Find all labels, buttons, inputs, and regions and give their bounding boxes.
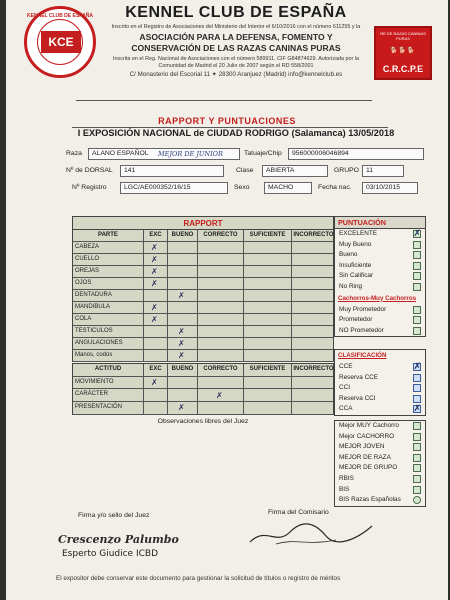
actitud-col-4: SUFICIENTE (243, 364, 291, 376)
rapport-cell[interactable] (243, 254, 291, 265)
rapport-title: RAPPORT Y PUNTUACIONES (158, 116, 296, 126)
rapport-cell[interactable] (243, 350, 291, 361)
option-insuficiente[interactable] (335, 261, 425, 272)
checkbox[interactable] (413, 241, 421, 249)
dorsal-label: Nº de DORSAL (66, 167, 113, 174)
raza-value: ALANO ESPAÑOL (92, 150, 149, 157)
actitud-cell[interactable] (291, 402, 335, 414)
rapport-cell[interactable] (167, 314, 197, 325)
chip-field[interactable] (288, 148, 424, 160)
rapport-cell[interactable] (291, 350, 335, 361)
exhibition-title: I EXPOSICIÓN NACIONAL de CIUDAD RODRIGO (Salamanca) 13/05/2018 (77, 128, 395, 138)
rapport-cell[interactable] (291, 314, 335, 325)
option-excelente[interactable] (335, 229, 425, 240)
check-mark-icon: ✗ (178, 339, 185, 348)
option-label: Bueno (339, 251, 358, 259)
checkbox[interactable] (413, 422, 421, 430)
option-label: Insuficiente (339, 261, 372, 269)
option-label: Muy Prometedor (339, 305, 387, 313)
crcpe-logo-top: RE DE RAZAS CANINAS PURAS (380, 31, 426, 41)
actitud-row (73, 402, 333, 415)
kce-logo-ring-text: KENNEL CLUB DE ESPAÑA (27, 13, 93, 19)
check-mark-icon: ✗ (151, 303, 158, 312)
checkbox[interactable] (413, 395, 421, 403)
option-label: RBIS (339, 474, 354, 482)
rapport-row-label: Manos, codos (75, 352, 113, 358)
option-label: BIS (339, 485, 350, 493)
option-mejor-de-grupo[interactable] (335, 463, 425, 474)
actitud-cell[interactable] (143, 389, 167, 401)
chip-label: Tatuaje/Chip (244, 150, 282, 157)
rapport-row (73, 350, 333, 362)
dogs-icon: 🐕🐕🐕 (390, 48, 416, 54)
check-mark-icon: ✗ (151, 243, 158, 252)
grupo-label: GRUPO (334, 167, 359, 174)
option-mejor-muy-cachorro[interactable] (335, 421, 425, 432)
firma-juez-label: Firma y/o sello del Juez (78, 512, 150, 519)
rapport-cell[interactable] (243, 290, 291, 301)
checkbox[interactable] (413, 443, 421, 451)
rapport-col-5: INCORRECTO (291, 230, 335, 241)
sexo-label: Sexo (234, 184, 250, 191)
option-bueno[interactable] (335, 250, 425, 261)
fecha-label: Fecha nac. (318, 184, 352, 191)
rapport-cell[interactable] (291, 266, 335, 277)
mejor-box (334, 420, 426, 507)
option-cce[interactable] (335, 362, 425, 373)
rapport-row (73, 242, 333, 254)
fecha-field[interactable] (362, 182, 418, 194)
rapport-table-title: RAPPORT (73, 217, 333, 230)
option-muy-prometedor[interactable] (335, 305, 425, 316)
actitud-col-0: ACTITUD (94, 366, 122, 372)
actitud-cell[interactable] (167, 377, 197, 389)
grupo-value: 11 (366, 167, 374, 174)
option-label: No Ring (339, 282, 363, 290)
rapport-cell[interactable] (197, 326, 243, 337)
option-reserva-cce[interactable] (335, 373, 425, 384)
dorsal-field[interactable] (120, 165, 224, 177)
rapport-cell[interactable] (143, 326, 167, 337)
actitud-row-label: MOVIMIENTO (75, 378, 114, 385)
checkbox[interactable] (413, 327, 421, 335)
assoc-line1: ASOCIACIÓN PARA LA DEFENSA, FOMENTO Y (139, 32, 333, 42)
checkbox[interactable] (413, 306, 421, 314)
rapport-cell[interactable] (243, 266, 291, 277)
option-mejor-joven[interactable] (335, 442, 425, 453)
option-label: Mejor CACHORRO (339, 432, 395, 440)
kce-logo (24, 6, 96, 78)
check-mark-icon: ✗ (151, 279, 158, 288)
option-sin-calificar[interactable] (335, 271, 425, 282)
option-prometedor[interactable] (335, 315, 425, 326)
rapport-row-label: MANDIBULA (75, 304, 111, 310)
rapport-row (73, 290, 333, 302)
rapport-cell[interactable] (197, 290, 243, 301)
clasificacion-box (334, 349, 426, 416)
rapport-cell[interactable] (243, 314, 291, 325)
actitud-row-label: PRESENTACIÓN (75, 404, 122, 411)
rapport-cell[interactable] (167, 254, 197, 265)
rapport-cell[interactable] (291, 338, 335, 349)
header-line3: Comunidad de Madrid el 20 Julio de 2007 según el RD 558/2001 (158, 63, 314, 69)
option-label: BIS Razas Españolas (339, 496, 401, 504)
rapport-row (73, 326, 333, 338)
rapport-col-4: SUFICIENTE (243, 230, 291, 241)
rapport-row-label: COLA (75, 316, 92, 322)
option-label: MEJOR JOVEN (339, 443, 385, 451)
option-cca[interactable] (335, 404, 425, 415)
checkbox[interactable] (413, 272, 421, 280)
club-title: KENNEL CLUB DE ESPAÑA (125, 4, 347, 21)
check-mark-icon: ✗ (413, 403, 421, 414)
checkbox[interactable] (413, 433, 421, 441)
chip-value: 956000006046894 (292, 150, 349, 157)
option-bis[interactable] (335, 485, 425, 496)
observaciones-label: Observaciones libres del Juez (157, 418, 249, 425)
checkbox[interactable] (413, 464, 421, 472)
checkbox[interactable] (413, 251, 421, 259)
actitud-cell[interactable] (243, 402, 291, 414)
actitud-cell[interactable] (291, 377, 335, 389)
option-mejor-de-raza[interactable] (335, 453, 425, 464)
actitud-col-5: INCORRECTO (291, 364, 335, 376)
header-line1: Inscrito en el Registro de Asociaciones del Ministerio del Interior el 6/10/2016 con el número 611255 y la (111, 24, 361, 30)
rapport-row (73, 314, 333, 326)
rapport-col-2: BUENO (167, 230, 197, 241)
option-label: NO Prometedor (339, 326, 384, 334)
header-address: C/ Monasterio del Escorial 11 ✦ 28300 Aranjuez (Madrid) info@kennelclub.es (129, 71, 343, 78)
check-mark-icon: ✗ (178, 403, 185, 413)
checkbox[interactable] (413, 496, 421, 504)
check-mark-icon: ✗ (413, 361, 421, 371)
rapport-cell[interactable] (197, 266, 243, 277)
actitud-cell[interactable] (243, 377, 291, 389)
rapport-cell[interactable] (143, 350, 167, 361)
actitud-header-row (73, 364, 333, 377)
option-no-prometedor[interactable] (335, 326, 425, 337)
option-label: Muy Bueno (339, 240, 372, 248)
check-mark-icon: ✗ (151, 255, 158, 264)
sexo-value: MACHO (268, 184, 294, 191)
crcpe-logo-text: C.R.C.P.E (382, 64, 424, 74)
option-label: MEJOR DE RAZA (339, 453, 391, 461)
kce-logo-text: KCE (41, 31, 81, 53)
actitud-cell[interactable] (291, 389, 335, 401)
registro-label: Nº Registro (72, 184, 107, 191)
rapport-row (73, 254, 333, 266)
actitud-col-2: BUENO (167, 364, 197, 376)
checkbox[interactable] (413, 374, 421, 382)
option-rbis[interactable] (335, 474, 425, 485)
raza-handwritten: MEJOR DE JUNIOR (158, 150, 223, 158)
option-cci[interactable] (335, 383, 425, 394)
actitud-row (73, 377, 333, 390)
checkbox[interactable] (413, 475, 421, 483)
actitud-cell[interactable] (167, 389, 197, 401)
actitud-table (72, 363, 334, 415)
rapport-cell[interactable] (291, 278, 335, 289)
checkbox[interactable] (413, 384, 421, 392)
rapport-sheet (6, 0, 448, 600)
rapport-row (73, 338, 333, 350)
option-label: Reserva CCE (339, 373, 379, 381)
checkbox[interactable] (413, 262, 421, 270)
rapport-table (72, 216, 334, 362)
puntuacion-title: PUNTUACIÓN (335, 217, 425, 229)
rapport-cell[interactable] (167, 266, 197, 277)
rapport-cell[interactable] (291, 242, 335, 253)
judge-title: Esperto Giudice ICBD (62, 549, 159, 559)
rapport-row (73, 266, 333, 278)
crcpe-logo (374, 26, 432, 80)
checkbox[interactable] (413, 454, 421, 462)
option-label: CCA (339, 405, 353, 413)
check-mark-icon: ✗ (178, 327, 185, 336)
rapport-cell[interactable] (291, 290, 335, 301)
option-label: Reserva CCI (339, 394, 376, 402)
actitud-cell[interactable] (243, 389, 291, 401)
rapport-cell[interactable] (143, 290, 167, 301)
rapport-cell[interactable] (197, 302, 243, 313)
option-label: MEJOR DE GRUPO (339, 464, 398, 472)
option-label: EXCELENTE (339, 230, 378, 237)
rapport-row-label: OREJAS (75, 268, 100, 274)
registro-value: LGC/AE000352/16/15 (124, 184, 191, 191)
cachorros-title: Cachorros-Muy Cachorros (338, 294, 417, 302)
check-mark-icon: ✗ (178, 351, 185, 360)
rapport-cell[interactable] (291, 254, 335, 265)
option-muy-bueno[interactable] (335, 240, 425, 251)
rapport-cell[interactable] (243, 338, 291, 349)
rapport-cell[interactable] (167, 302, 197, 313)
rapport-row-label: OJOS (75, 280, 92, 286)
check-mark-icon: ✗ (151, 267, 158, 276)
rapport-cell[interactable] (243, 242, 291, 253)
fecha-value: 03/10/2015 (366, 184, 401, 191)
rapport-cell[interactable] (167, 278, 197, 289)
clase-label: Clase (236, 167, 254, 174)
actitud-cell[interactable] (197, 402, 243, 414)
rapport-row-label: ANGULACIONES (75, 340, 123, 346)
judge-name: Crescenzo Palumbo (58, 533, 179, 546)
rapport-cell[interactable] (197, 314, 243, 325)
clasificacion-title: CLASIFICACIÓN (338, 352, 387, 359)
option-bis-razas-espa-olas[interactable] (335, 495, 425, 506)
rapport-cell[interactable] (197, 242, 243, 253)
option-no-ring[interactable] (335, 282, 425, 293)
rapport-row (73, 278, 333, 290)
registro-field[interactable] (120, 182, 228, 194)
rapport-col-1: EXC (143, 230, 167, 241)
checkbox[interactable] (413, 283, 421, 291)
assoc-line2: CONSERVACIÓN DE LAS RAZAS CANINAS PURAS (131, 43, 341, 53)
rapport-col-0: PARTE (98, 232, 118, 238)
sexo-field[interactable] (264, 182, 312, 194)
rapport-row-label: CUELLO (75, 256, 100, 262)
clase-value: ABIERTA (266, 167, 295, 174)
rapport-row-label: CABEZA (75, 244, 100, 250)
rapport-cell[interactable] (291, 326, 335, 337)
firma-comisario-label: Firma del Comisario (268, 509, 329, 516)
rapport-cell[interactable] (143, 338, 167, 349)
rapport-cell[interactable] (243, 302, 291, 313)
rapport-row-label: TESTICULOS (75, 328, 113, 334)
check-mark-icon: ✗ (151, 315, 158, 324)
rapport-col-3: CORRECTO (197, 230, 243, 241)
comisario-signature (246, 520, 376, 548)
option-label: Mejor MUY Cachorro (339, 422, 399, 429)
checkbox[interactable] (413, 486, 421, 494)
rapport-row (73, 302, 333, 314)
dorsal-value: 141 (124, 167, 136, 174)
check-mark-icon: ✗ (151, 378, 158, 388)
header-line2: Inscrita en el Reg. Nacional de Asociaciones con el número 589911. CIF G84874629. Autorizada por la (113, 56, 359, 62)
rapport-cell[interactable] (243, 326, 291, 337)
option-label: CCE (339, 363, 353, 370)
puntuacion-box (334, 216, 426, 337)
option-label: Prometedor (339, 316, 373, 324)
option-label: Sin Calificar (339, 272, 374, 280)
actitud-row-label: CARÁCTER (75, 391, 109, 398)
raza-label: Raza (66, 150, 82, 157)
actitud-col-3: CORRECTO (197, 364, 243, 376)
check-mark-icon: ✗ (178, 291, 185, 300)
rapport-cell[interactable] (197, 338, 243, 349)
clase-field[interactable] (262, 165, 328, 177)
actitud-cell[interactable] (143, 402, 167, 414)
actitud-cell[interactable] (197, 377, 243, 389)
footer-note: El expositor debe conservar este documento para gestionar la solicitud de títulos o registro de méritos (56, 575, 341, 582)
rapport-header-row (73, 230, 333, 242)
check-mark-icon: ✗ (216, 390, 223, 400)
rapport-cell[interactable] (197, 254, 243, 265)
rapport-cell[interactable] (291, 302, 335, 313)
rapport-cell[interactable] (167, 242, 197, 253)
actitud-row (73, 389, 333, 402)
grupo-field[interactable] (362, 165, 404, 177)
option-label: CCI (339, 384, 351, 392)
option-mejor-cachorro[interactable] (335, 432, 425, 443)
rapport-cell[interactable] (243, 278, 291, 289)
rapport-cell[interactable] (197, 278, 243, 289)
checkbox[interactable] (413, 316, 421, 324)
check-mark-icon: ✗ (413, 228, 421, 238)
option-reserva-cci[interactable] (335, 394, 425, 405)
rapport-cell[interactable] (197, 350, 243, 361)
actitud-col-1: EXC (143, 364, 167, 376)
rapport-row-label: DENTADURA (75, 292, 112, 298)
